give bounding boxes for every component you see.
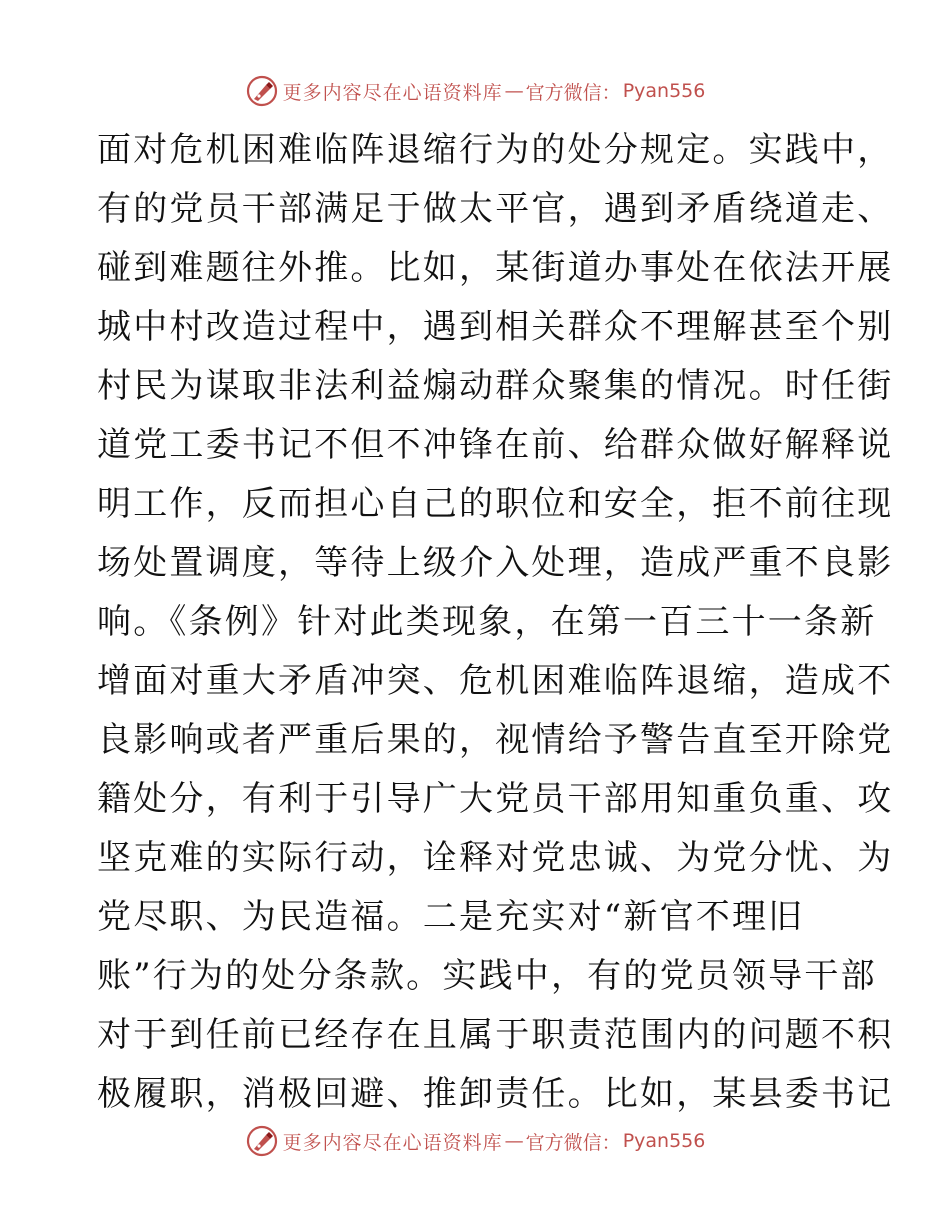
text-line: 增面对重大矛盾冲突、危机困难临阵退缩，造成不 (97, 661, 894, 701)
text-line: 良影响或者严重后果的，视情给予警告直至开除党 (97, 720, 894, 760)
text-line: 对于到任前已经存在且属于职责范围内的问题不积 (97, 1015, 894, 1055)
pen-nib-logo-icon (245, 1124, 279, 1158)
text-line: 极履职，消极回避、推卸责任。比如，某县委书记 (97, 1074, 894, 1114)
watermark-brand: 更多内容尽在心语资料库 (282, 81, 503, 104)
watermark-brand: 更多内容尽在心语资料库 (282, 1131, 503, 1154)
text-line: 明工作，反而担心自己的职位和安全，拒不前往现 (97, 484, 894, 524)
text-line: 党尽职、为民造福。二是充实对“新官不理旧 (97, 897, 805, 937)
watermark-separator: — (504, 1130, 524, 1152)
text-line: 账”行为的处分条款。实践中，有的党员领导干部 (97, 956, 877, 996)
text-line: 面对危机困难临阵退缩行为的处分规定。实践中， (97, 130, 894, 170)
header-watermark (0, 71, 950, 111)
text-line: 响。《条例》针对此类现象，在第一百三十一条新 (97, 602, 877, 642)
watermark-handle: Pyan556 (622, 80, 706, 102)
watermark-wechat-label: 官方微信： (525, 1131, 621, 1154)
text-line: 场处置调度，等待上级介入处理，造成严重不良影 (97, 543, 894, 583)
watermark-separator: — (504, 80, 524, 102)
pen-nib-logo-icon (245, 74, 279, 108)
text-line: 道党工委书记不但不冲锋在前、给群众做好解释说 (97, 425, 894, 465)
footer-watermark (0, 1121, 950, 1161)
text-line: 坚克难的实际行动，诠释对党忠诚、为党分忧、为 (97, 838, 894, 878)
text-line: 籍处分，有利于引导广大党员干部用知重负重、攻 (97, 779, 894, 819)
watermark-wechat-label: 官方微信： (525, 81, 621, 104)
text-line: 村民为谋取非法利益煽动群众聚集的情况。时任街 (97, 366, 894, 406)
text-line: 城中村改造过程中，遇到相关群众不理解甚至个别 (97, 307, 894, 347)
text-line: 碰到难题往外推。比如，某街道办事处在依法开展 (97, 248, 894, 288)
watermark-handle: Pyan556 (622, 1130, 706, 1152)
text-line: 有的党员干部满足于做太平官，遇到矛盾绕道走、 (97, 189, 894, 229)
document-body (97, 121, 894, 1124)
